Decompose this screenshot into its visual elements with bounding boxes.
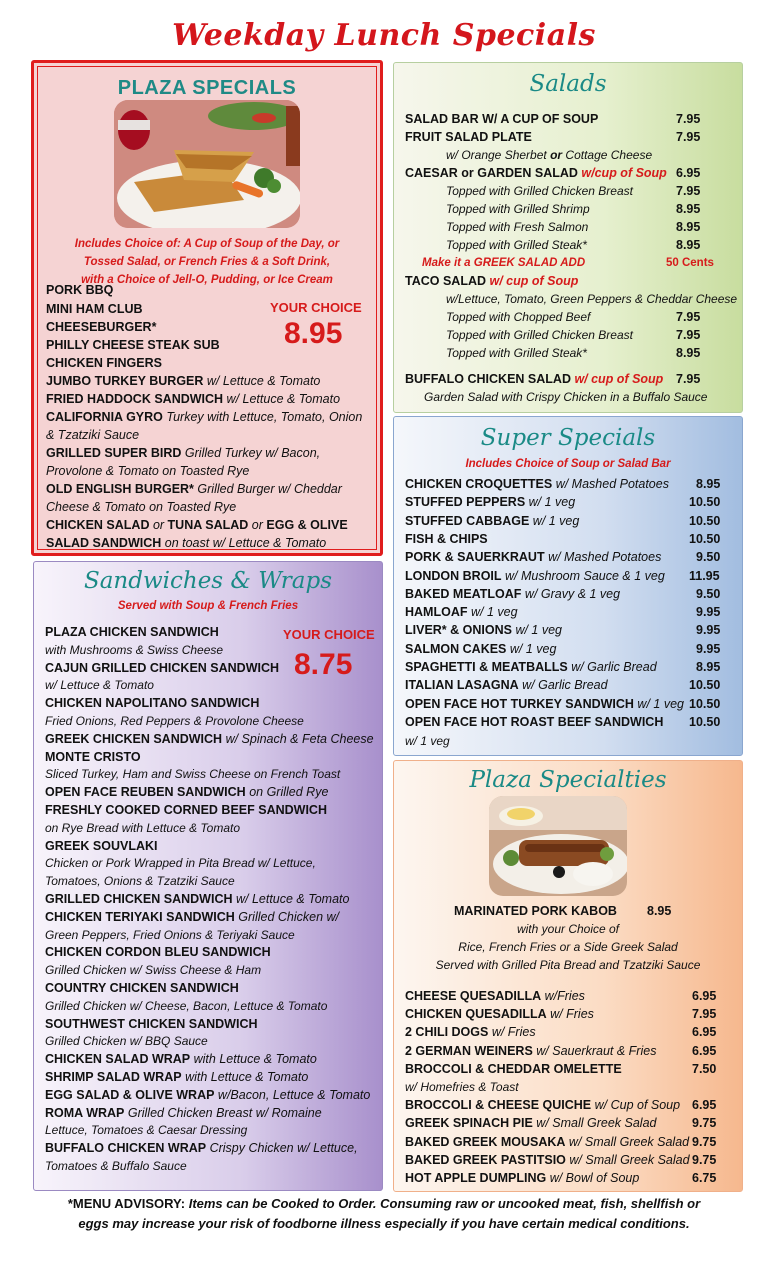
menu-item: OPEN FACE HOT TURKEY SANDWICH w/ 1 veg — [405, 696, 684, 711]
menu-item: FRUIT SALAD PLATE — [405, 130, 532, 144]
menu-item: OPEN FACE REUBEN SANDWICH on Grilled Rye — [45, 785, 329, 800]
menu-item: PLAZA CHICKEN SANDWICH — [45, 625, 219, 639]
menu-item-detail: Lettuce, Tomatoes & Caesar Dressing — [45, 1123, 248, 1138]
menu-price: 11.95 — [689, 568, 720, 583]
salads-heading: Salads — [529, 71, 607, 97]
menu-price: 8.95 — [676, 238, 701, 252]
salads-panel — [393, 62, 743, 413]
includes-line: with a Choice of Jell-O, Pudding, or Ice Cream — [81, 274, 333, 286]
menu-price: 8.95 — [647, 904, 672, 918]
menu-item-detail: Topped with Grilled Steak* — [446, 346, 587, 360]
sandwiches-heading: Sandwiches & Wraps — [83, 568, 333, 594]
menu-item: CHICKEN SALAD WRAP with Lettuce & Tomato — [45, 1052, 317, 1067]
menu-item: CHICKEN CROQUETTES w/ Mashed Potatoes — [405, 477, 669, 491]
menu-item: CHICKEN TERIYAKI SANDWICH Grilled Chicken w/ — [45, 909, 340, 924]
menu-item: FRESHLY COOKED CORNED BEEF SANDWICH — [45, 803, 327, 817]
menu-item-detail: Garden Salad with Crispy Chicken in a Buffalo Sauce — [424, 390, 708, 404]
plaza-specials-heading: PLAZA SPECIALS — [117, 77, 297, 99]
menu-item: FRIED HADDOCK SANDWICH w/ Lettuce & Tomato — [46, 392, 341, 406]
menu-price: 10.50 — [689, 513, 721, 528]
menu-item: JUMBO TURKEY BURGER w/ Lettuce & Tomato — [46, 374, 321, 388]
menu-item-detail: Tomatoes, Onions & Tzatziki Sauce — [45, 874, 235, 889]
menu-item-detail: with Mushrooms & Swiss Cheese — [45, 642, 224, 657]
plaza-specials-price: 8.95 — [284, 317, 343, 350]
kabob-photo — [489, 796, 627, 896]
menu-price: 6.95 — [692, 989, 717, 1003]
menu-item: BAKED GREEK PASTITSIO w/ Small Greek Salad — [405, 1152, 690, 1167]
menu-item: HAMLOAF w/ 1 veg — [405, 605, 518, 620]
menu-item-detail: Sliced Turkey, Ham and Swiss Cheese on French Toast — [45, 767, 341, 782]
kabob-notes — [394, 920, 742, 974]
menu-item-detail: Provolone & Tomato on Toasted Rye — [46, 464, 250, 478]
super-specials-subheading: Includes Choice of Soup or Salad Bar — [465, 458, 671, 470]
menu-price: 10.50 — [689, 495, 721, 510]
menu-item: SALMON CAKES w/ 1 veg — [405, 641, 557, 656]
menu-price: 8.95 — [676, 220, 701, 234]
menu-item-detail: & Tzatziki Sauce — [46, 428, 140, 442]
menu-price: 9.75 — [692, 1134, 717, 1149]
menu-price: 8.95 — [676, 202, 701, 216]
your-choice-label: YOUR CHOICE — [270, 300, 362, 315]
menu-price: 10.50 — [689, 696, 721, 711]
menu-item: 2 GERMAN WEINERS w/ Sauerkraut & Fries — [405, 1043, 657, 1058]
page-title: Weekday Lunch Specials — [172, 18, 596, 53]
menu-item: HOT APPLE DUMPLING w/ Bowl of Soup — [405, 1171, 640, 1185]
menu-item-detail: Grilled Chicken w/ Cheese, Bacon, Lettuce & Tomato — [45, 998, 328, 1013]
menu-price: 7.95 — [692, 1007, 717, 1022]
menu-price: 7.95 — [676, 130, 701, 144]
includes-line: Includes Choice of: A Cup of Soup of the Day, or — [74, 238, 340, 250]
menu-advisory — [0, 1194, 768, 1234]
menu-item: CHICKEN CORDON BLEU SANDWICH — [45, 945, 271, 960]
menu-item: 2 CHILI DOGS w/ Fries — [405, 1025, 536, 1040]
menu-item: STUFFED CABBAGE w/ 1 veg — [405, 513, 580, 528]
kabob-item: MARINATED PORK KABOB — [454, 904, 617, 918]
menu-item-detail: Topped with Grilled Chicken Breast — [446, 184, 633, 198]
menu-price: 8.95 — [696, 477, 721, 491]
plaza-specialties-panel — [393, 760, 743, 1192]
menu-item-detail: Grilled Chicken w/ Swiss Cheese & Ham — [45, 963, 262, 978]
sandwiches-price: 8.75 — [294, 648, 353, 681]
menu-price: 8.95 — [676, 346, 701, 360]
menu-item: EGG SALAD & OLIVE WRAP w/Bacon, Lettuce & Tomato — [45, 1087, 371, 1102]
menu-item: PORK BBQ — [46, 283, 114, 297]
menu-item-detail: w/Lettuce, Tomato, Green Peppers & Cheddar Cheese — [446, 292, 738, 306]
menu-item-detail: Fried Onions, Red Peppers & Provolone Cheese — [45, 714, 304, 728]
menu-price: 6.75 — [692, 1171, 717, 1185]
sandwiches-subheading: Served with Soup & French Fries — [117, 600, 299, 612]
menu-item-detail: w/ 1 veg — [405, 734, 450, 748]
includes-line: Tossed Salad, or French Fries & a Soft Drink, — [83, 256, 331, 268]
menu-item-detail: Topped with Grilled Chicken Breast — [446, 328, 633, 342]
kabob-note-line: with your Choice of — [516, 922, 620, 936]
menu-item: SPAGHETTI & MEATBALLS w/ Garlic Bread — [405, 660, 657, 674]
menu-item-detail: w/ Lettuce & Tomato — [45, 678, 154, 693]
menu-item-detail: Chicken or Pork Wrapped in Pita Bread w/ Lettuce, — [45, 856, 316, 871]
menu-item: CHICKEN SALAD or TUNA SALAD or EGG & OLIVE — [46, 518, 348, 532]
menu-item: GRILLED CHICKEN SANDWICH w/ Lettuce & Tomato — [45, 892, 350, 906]
menu-item-detail: Topped with Grilled Shrimp — [446, 202, 590, 216]
advisory-line: eggs may increase your risk of foodborne illness especially if you have certain medical conditions. — [78, 1216, 690, 1231]
menu-item: LIVER* & ONIONS w/ 1 veg — [405, 623, 562, 638]
menu-item: GREEK SOUVLAKI — [45, 838, 158, 853]
menu-price: 9.75 — [692, 1116, 717, 1131]
menu-item: TACO SALAD w/ cup of Soup — [405, 274, 579, 288]
menu-item: MINI HAM CLUB — [46, 302, 143, 316]
super-specials-heading: Super Specials — [480, 425, 656, 451]
menu-price: 7.95 — [676, 372, 701, 386]
menu-price: 7.95 — [676, 310, 701, 324]
menu-item: CHEESEBURGER* — [46, 320, 157, 334]
menu-price: 8.95 — [696, 660, 721, 674]
menu-item-detail: on Rye Bread with Lettuce & Tomato — [45, 820, 240, 835]
plaza-specialties-heading: Plaza Specialties — [469, 767, 667, 793]
menu-item: PORK & SAUERKRAUT w/ Mashed Potatoes — [405, 550, 662, 565]
menu-price: 9.95 — [696, 641, 721, 656]
greek-salad-add: Make it a GREEK SALAD ADD — [422, 257, 586, 269]
menu-price: 9.50 — [696, 586, 721, 601]
advisory-line: *MENU ADVISORY: Items can be Cooked to Order. Consuming raw or uncooked meat, fish, shellfish or — [67, 1196, 701, 1211]
menu-price: 9.75 — [692, 1152, 717, 1167]
menu-item-detail: w/ Orange Sherbet or Cottage Cheese — [446, 148, 653, 162]
menu-item-detail: Topped with Grilled Steak* — [446, 238, 587, 252]
menu-price: 6.95 — [692, 1025, 717, 1040]
menu-item: BROCCOLI & CHEDDAR OMELETTE — [405, 1061, 622, 1076]
menu-item: GREEK CHICKEN SANDWICH w/ Spinach & Feta Cheese — [45, 731, 374, 746]
menu-item: CALIFORNIA GYRO Turkey with Lettuce, Tomato, Onion — [46, 410, 363, 424]
menu-price: 7.95 — [676, 112, 701, 126]
menu-price: 10.50 — [689, 714, 721, 729]
super-specials-panel — [393, 416, 743, 756]
menu-item: BUFFALO CHICKEN SALAD w/ cup of Soup — [405, 372, 664, 386]
plaza-specials-photo — [114, 100, 300, 228]
menu-item-detail: Tomatoes & Buffalo Sauce — [45, 1159, 187, 1173]
menu-item-detail: Topped with Fresh Salmon — [446, 220, 589, 234]
menu-item-detail: w/ Homefries & Toast — [405, 1080, 519, 1094]
plaza-specials-panel — [31, 60, 383, 556]
menu-item: BAKED MEATLOAF w/ Gravy & 1 veg — [405, 586, 621, 601]
quesadilla-plate-image — [114, 100, 300, 228]
your-choice-label: YOUR CHOICE — [283, 627, 375, 642]
menu-price: 6.95 — [692, 1098, 717, 1113]
menu-item: CHEESE QUESADILLA w/Fries — [405, 989, 585, 1003]
menu-item: ITALIAN LASAGNA w/ Garlic Bread — [405, 678, 608, 693]
menu-item: CHICKEN FINGERS — [46, 356, 162, 370]
menu-item: STUFFED PEPPERS w/ 1 veg — [405, 495, 576, 510]
menu-item: CHICKEN QUESADILLA w/ Fries — [405, 1007, 594, 1022]
menu-item: OLD ENGLISH BURGER* Grilled Burger w/ Cheddar — [46, 482, 342, 496]
menu-item: CHICKEN NAPOLITANO SANDWICH — [45, 696, 260, 711]
menu-price: 7.50 — [692, 1061, 717, 1076]
menu-item: BAKED GREEK MOUSAKA w/ Small Greek Salad — [405, 1134, 690, 1149]
menu-price: 7.95 — [676, 184, 701, 198]
menu-item: OPEN FACE HOT ROAST BEEF SANDWICH — [405, 714, 664, 729]
menu-item: LONDON BROIL w/ Mushroom Sauce & 1 veg — [405, 568, 665, 583]
menu-item: BUFFALO CHICKEN WRAP Crispy Chicken w/ Lettuce, — [45, 1141, 358, 1156]
kabob-plate-image — [489, 796, 627, 896]
menu-item-detail: Topped with Chopped Beef — [446, 310, 591, 324]
menu-price: 10.50 — [689, 678, 721, 693]
menu-price: 6.95 — [692, 1043, 717, 1058]
menu-price: 9.95 — [696, 623, 721, 638]
menu-price: 6.95 — [676, 166, 701, 180]
menu-price: 10.50 — [689, 531, 721, 546]
menu-item: BROCCOLI & CHEESE QUICHE w/ Cup of Soup — [405, 1098, 681, 1113]
greek-salad-add-price: 50 Cents — [666, 257, 714, 269]
menu-price: 7.95 — [676, 328, 701, 342]
menu-item: SHRIMP SALAD WRAP with Lettuce & Tomato — [45, 1070, 309, 1084]
menu-item: FISH & CHIPS — [405, 531, 488, 546]
kabob-note-line: Served with Grilled Pita Bread and Tzatziki Sauce — [435, 958, 701, 972]
menu-item-detail: Cheese & Tomato on Toasted Rye — [46, 500, 237, 514]
menu-price: 9.95 — [696, 605, 721, 620]
menu-item: SOUTHWEST CHICKEN SANDWICH — [45, 1016, 258, 1031]
menu-item: COUNTRY CHICKEN SANDWICH — [45, 981, 239, 995]
menu-item: GREEK SPINACH PIE w/ Small Greek Salad — [405, 1116, 657, 1131]
menu-item: CAJUN GRILLED CHICKEN SANDWICH — [45, 660, 280, 675]
menu-price: 9.50 — [696, 550, 721, 565]
menu-item: ROMA WRAP Grilled Chicken Breast w/ Romaine — [45, 1105, 322, 1120]
sandwiches-wraps-panel — [33, 561, 383, 1191]
menu-item: PHILLY CHEESE STEAK SUB — [46, 338, 220, 352]
menu-item-detail: Green Peppers, Fried Onions & Teriyaki Sauce — [45, 927, 295, 942]
menu-item: SALAD SANDWICH on toast w/ Lettuce & Tomato — [46, 536, 327, 550]
kabob-note-line: Rice, French Fries or a Side Greek Salad — [458, 940, 678, 954]
menu-item: MONTE CRISTO — [45, 749, 141, 764]
menu-item-detail: Grilled Chicken w/ BBQ Sauce — [45, 1034, 208, 1049]
menu-item: CAESAR or GARDEN SALAD w/cup of Soup — [405, 166, 667, 180]
menu-item: GRILLED SUPER BIRD Grilled Turkey w/ Bacon, — [46, 446, 321, 460]
menu-item: SALAD BAR W/ A CUP OF SOUP — [405, 112, 599, 126]
